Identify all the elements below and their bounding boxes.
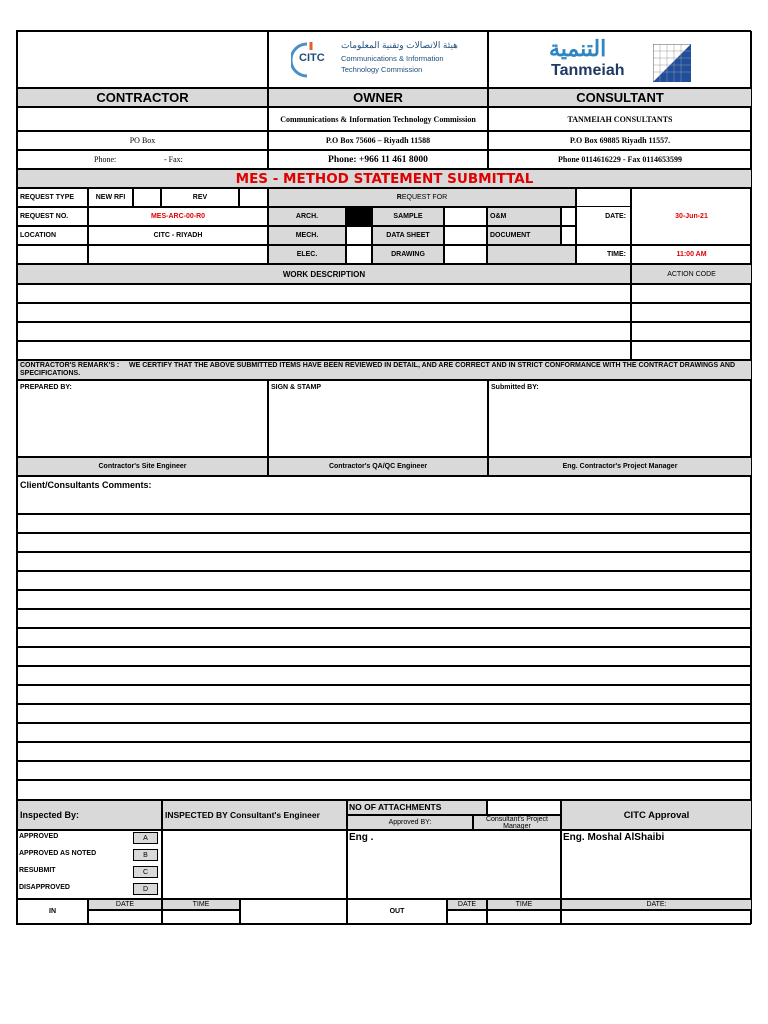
disapproved-label: DISAPPROVED xyxy=(19,884,70,891)
rev-field[interactable] xyxy=(239,188,268,207)
tanmeiah-arabic-name: التنمية xyxy=(549,36,607,61)
om-label: O&M xyxy=(487,207,561,226)
contractor-fax-label: - Fax: xyxy=(164,155,183,164)
comment-line[interactable] xyxy=(17,552,752,571)
consultant-name: TANMEIAH CONSULTANTS xyxy=(488,107,752,131)
sample-checkbox[interactable] xyxy=(444,207,487,226)
contractor-label: CONTRACTOR xyxy=(17,88,268,107)
work-description-line[interactable] xyxy=(17,303,631,322)
code-d-box[interactable]: D xyxy=(133,883,158,895)
approved-by-label: Approved BY: xyxy=(347,815,473,830)
in-date-label: DATE xyxy=(88,899,162,910)
out-time-field[interactable] xyxy=(487,910,561,924)
request-no-label: REQUEST NO. xyxy=(17,207,88,226)
sign-stamp-label: SIGN & STAMP xyxy=(271,384,322,391)
prepared-by-box[interactable] xyxy=(17,380,268,457)
resubmit-label: RESUBMIT xyxy=(19,867,56,874)
out-date-field[interactable] xyxy=(447,910,487,924)
remarks-text: WE CERTIFY THAT THE ABOVE SUBMITTED ITEMS HAVE BEEN REVIEWED IN DETAIL, AND ARE CORRECT AND IN STRICT CONFORMANCE WITH THE CONTRACT DRAWINGS AND SPECIFICATIONS. xyxy=(20,362,736,377)
out-label: OUT xyxy=(347,899,447,924)
contractor-pobox: PO Box xyxy=(17,131,268,150)
request-type-label: REQUEST TYPE xyxy=(17,188,88,207)
document-label: DOCUMENT xyxy=(487,226,561,245)
om-checkbox[interactable] xyxy=(561,207,576,226)
document-checkbox[interactable] xyxy=(561,226,576,245)
comment-line[interactable] xyxy=(17,723,752,742)
new-rfi-checkbox[interactable] xyxy=(133,188,161,207)
remarks-label: CONTRACTOR'S REMARK'S : xyxy=(20,362,120,369)
consultant-label: CONSULTANT xyxy=(488,88,752,107)
out-date-label: DATE xyxy=(447,899,487,910)
comments-label: Client/Consultants Comments: xyxy=(20,480,152,490)
tanmeiah-grid-icon xyxy=(653,44,691,82)
mech-checkbox[interactable] xyxy=(346,226,372,245)
rev-label: REV xyxy=(161,188,239,207)
out-time-label: TIME xyxy=(487,899,561,910)
prepared-by-label: PREPARED BY: xyxy=(20,384,72,391)
action-code-field[interactable] xyxy=(631,341,752,360)
blank-cell xyxy=(17,245,88,264)
code-a-box[interactable]: A xyxy=(133,832,158,844)
work-description-line[interactable] xyxy=(17,341,631,360)
drawing-checkbox[interactable] xyxy=(444,245,487,264)
site-engineer-label: Contractor's Site Engineer xyxy=(17,457,268,476)
consultant-engineer-sign-box[interactable] xyxy=(162,830,347,899)
consultant-pobox: P.O Box 69885 Riyadh 11557. xyxy=(488,131,752,150)
tanmeiah-logo-cell xyxy=(488,31,752,88)
work-description-line[interactable] xyxy=(17,284,631,303)
citc-logo-text: CITC xyxy=(299,52,325,64)
method-statement-form xyxy=(16,30,751,925)
comment-line[interactable] xyxy=(17,628,752,647)
in-date-field[interactable] xyxy=(88,910,162,924)
inspected-by-consultant-label: INSPECTED BY Consultant's Engineer xyxy=(162,800,347,830)
approved-as-noted-label: APPROVED AS NOTED xyxy=(19,850,97,857)
code-b-box[interactable]: B xyxy=(133,849,158,861)
comment-line[interactable] xyxy=(17,571,752,590)
project-manager-label: Eng. Contractor's Project Manager xyxy=(488,457,752,476)
in-time-field[interactable] xyxy=(162,910,240,924)
citc-date-field[interactable] xyxy=(561,910,752,924)
comment-line[interactable] xyxy=(17,761,752,780)
tanmeiah-english-name: Tanmeiah xyxy=(551,62,625,79)
in-sign-field[interactable] xyxy=(240,899,347,924)
comment-line[interactable] xyxy=(17,533,752,552)
comment-line[interactable] xyxy=(17,647,752,666)
owner-phone: Phone: +966 11 461 8000 xyxy=(268,150,488,169)
citc-approval-sign-box[interactable] xyxy=(561,830,752,899)
mech-label: MECH. xyxy=(268,226,346,245)
comments-header xyxy=(17,476,752,514)
comment-line[interactable] xyxy=(17,704,752,723)
date-value[interactable]: 30-Jun-21 xyxy=(631,188,752,245)
work-description-line[interactable] xyxy=(17,322,631,341)
comment-line[interactable] xyxy=(17,685,752,704)
request-for-rest: EQUEST FOR xyxy=(401,194,448,201)
drawing-label: DRAWING xyxy=(372,245,444,264)
data-sheet-label: DATA SHEET xyxy=(372,226,444,245)
owner-name: Communications & Information Technology Commission xyxy=(268,107,488,131)
attachments-initial: NO O xyxy=(349,802,371,812)
citc-engineer-name: Eng. Moshal AlShaibi xyxy=(563,832,665,843)
comment-line[interactable] xyxy=(17,666,752,685)
contractor-phone-label: Phone: xyxy=(94,155,117,164)
owner-label: OWNER xyxy=(268,88,488,107)
new-rfi-label: NEW RFI xyxy=(88,188,133,207)
qaqc-engineer-label: Contractor's QA/QC Engineer xyxy=(268,457,488,476)
citc-english-line-2: Technology Commission xyxy=(341,65,423,74)
contractor-phone-cell xyxy=(17,150,268,169)
citc-english-line-1: Communications & Information xyxy=(341,54,444,63)
consultant-pm-label: Consultant's Project Manager xyxy=(473,815,561,830)
comment-line[interactable] xyxy=(17,609,752,628)
owner-pobox: P.O Box 75606 – Riyadh 11588 xyxy=(268,131,488,150)
submitted-by-box[interactable] xyxy=(488,380,752,457)
contractor-logo-cell xyxy=(17,31,268,88)
code-c-box[interactable]: C xyxy=(133,866,158,878)
time-value[interactable]: 11:00 AM xyxy=(631,245,752,264)
attachments-label xyxy=(347,800,487,815)
request-no-value[interactable]: MES-ARC-00-R0 xyxy=(88,207,268,226)
sample-label: SAMPLE xyxy=(372,207,444,226)
comment-line[interactable] xyxy=(17,590,752,609)
approval-codes-box xyxy=(17,830,162,899)
action-code-label: ACTION CODE xyxy=(631,264,752,284)
attachments-rest: F ATTACHMENTS xyxy=(370,802,442,812)
consultant-phone: Phone 0114616229 - Fax 0114653599 xyxy=(488,150,752,169)
in-label: IN xyxy=(17,899,88,924)
date-label: DATE: xyxy=(576,188,631,245)
blank-cell xyxy=(487,245,576,264)
citc-arabic-name: هيئة الاتصالات وتقنية المعلومات xyxy=(341,40,458,50)
arch-checkbox[interactable] xyxy=(346,207,372,226)
blank-cell xyxy=(88,245,268,264)
consultant-pm-sign-box[interactable] xyxy=(347,830,561,899)
arch-label: ARCH. xyxy=(268,207,346,226)
request-for-label xyxy=(268,188,576,207)
inspected-by-label: Inspected By: xyxy=(17,800,162,830)
work-description-label: WORK DESCRIPTION xyxy=(17,264,631,284)
time-label: TIME: xyxy=(576,245,631,264)
action-code-field[interactable] xyxy=(631,322,752,341)
location-label: LOCATION xyxy=(17,226,88,245)
comment-line[interactable] xyxy=(17,514,752,533)
location-value[interactable]: CITC - RIYADH xyxy=(88,226,268,245)
citc-logo-cell xyxy=(268,31,488,88)
citc-date-label: DATE: xyxy=(561,899,752,910)
approved-label: APPROVED xyxy=(19,833,59,840)
elec-label: ELEC. xyxy=(268,245,346,264)
submitted-by-label: Submitted BY: xyxy=(491,384,539,391)
action-code-field[interactable] xyxy=(631,303,752,322)
sign-stamp-box[interactable] xyxy=(268,380,488,457)
comment-line[interactable] xyxy=(17,742,752,761)
in-time-label: TIME xyxy=(162,899,240,910)
action-code-field[interactable] xyxy=(631,284,752,303)
contractor-remarks xyxy=(17,360,752,380)
eng-label: Eng . xyxy=(349,832,374,843)
data-sheet-checkbox[interactable] xyxy=(444,226,487,245)
elec-checkbox[interactable] xyxy=(346,245,372,264)
attachments-count-field[interactable] xyxy=(487,800,561,815)
request-for-initial: R xyxy=(396,194,402,201)
form-title: MES - METHOD STATEMENT SUBMITTAL xyxy=(17,169,752,188)
comment-line[interactable] xyxy=(17,780,752,800)
citc-approval-label: CITC Approval xyxy=(561,800,752,830)
contractor-name-field[interactable] xyxy=(17,107,268,131)
